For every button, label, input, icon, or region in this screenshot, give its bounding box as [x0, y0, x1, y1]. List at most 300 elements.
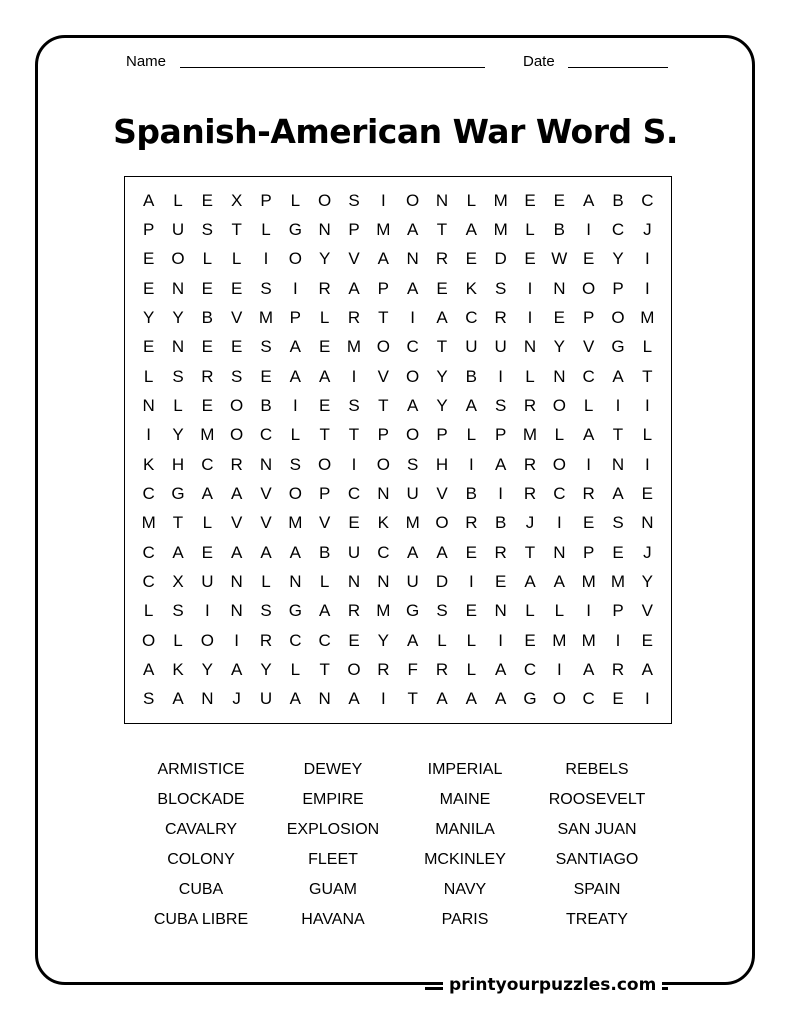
- grid-letter[interactable]: L: [642, 337, 653, 357]
- grid-letter[interactable]: N: [435, 190, 449, 210]
- grid-letter[interactable]: O: [376, 454, 390, 474]
- grid-letter[interactable]: N: [641, 513, 654, 533]
- grid-letter[interactable]: A: [436, 307, 448, 327]
- grid-letter[interactable]: S: [289, 454, 301, 474]
- grid-letter[interactable]: H: [435, 454, 449, 474]
- grid-letter[interactable]: E: [641, 630, 653, 650]
- grid-letter[interactable]: I: [586, 454, 592, 474]
- grid-letter[interactable]: V: [260, 483, 272, 503]
- grid-letter[interactable]: S: [348, 190, 360, 210]
- grid-letter[interactable]: E: [348, 630, 360, 650]
- grid-letter[interactable]: N: [494, 601, 507, 621]
- grid-letter[interactable]: A: [582, 425, 595, 445]
- grid-letter[interactable]: A: [377, 249, 389, 269]
- grid-letter[interactable]: C: [318, 630, 331, 650]
- grid-letter[interactable]: N: [553, 366, 566, 386]
- grid-letter[interactable]: O: [376, 337, 390, 357]
- grid-letter[interactable]: E: [201, 278, 213, 298]
- grid-letter[interactable]: M: [376, 219, 391, 239]
- grid-letter[interactable]: I: [204, 601, 210, 621]
- grid-letter[interactable]: A: [612, 483, 624, 503]
- grid-letter[interactable]: I: [586, 219, 592, 239]
- grid-letter[interactable]: L: [525, 601, 535, 621]
- grid-letter[interactable]: E: [142, 249, 155, 269]
- grid-letter[interactable]: V: [436, 483, 448, 503]
- grid-letter[interactable]: E: [318, 395, 331, 415]
- grid-letter[interactable]: I: [380, 689, 386, 709]
- grid-letter[interactable]: S: [172, 601, 184, 621]
- grid-letter[interactable]: A: [289, 689, 301, 709]
- grid-letter[interactable]: T: [348, 425, 360, 445]
- grid-letter[interactable]: A: [406, 278, 419, 298]
- grid-letter[interactable]: A: [260, 542, 272, 562]
- grid-letter[interactable]: J: [643, 219, 652, 239]
- grid-letter[interactable]: K: [465, 278, 477, 298]
- grid-letter[interactable]: R: [318, 278, 331, 298]
- grid-letter[interactable]: G: [523, 689, 537, 709]
- grid-letter[interactable]: I: [586, 601, 592, 621]
- grid-letter[interactable]: N: [377, 483, 390, 503]
- grid-letter[interactable]: O: [230, 425, 244, 445]
- grid-letter[interactable]: M: [288, 513, 303, 533]
- grid-letter[interactable]: A: [465, 395, 477, 415]
- grid-letter[interactable]: D: [435, 571, 449, 591]
- grid-letter[interactable]: N: [553, 542, 566, 562]
- grid-letter[interactable]: Y: [172, 307, 184, 327]
- grid-letter[interactable]: A: [582, 190, 595, 210]
- name-field[interactable]: [180, 67, 485, 68]
- grid-letter[interactable]: A: [348, 689, 360, 709]
- grid-letter[interactable]: Y: [641, 571, 653, 591]
- grid-letter[interactable]: P: [260, 190, 272, 210]
- grid-letter[interactable]: L: [173, 630, 183, 650]
- grid-letter[interactable]: S: [142, 689, 155, 709]
- grid-letter[interactable]: C: [611, 219, 625, 239]
- grid-letter[interactable]: S: [172, 366, 184, 386]
- grid-letter[interactable]: R: [201, 366, 214, 386]
- grid-letter[interactable]: E: [582, 513, 595, 533]
- grid-letter[interactable]: Y: [436, 366, 448, 386]
- grid-letter[interactable]: M: [552, 630, 567, 650]
- grid-letter[interactable]: A: [582, 659, 595, 679]
- grid-letter[interactable]: A: [465, 219, 477, 239]
- grid-letter[interactable]: I: [351, 366, 357, 386]
- grid-letter[interactable]: A: [318, 601, 331, 621]
- grid-letter[interactable]: N: [259, 454, 273, 474]
- grid-letter[interactable]: N: [377, 571, 390, 591]
- grid-letter[interactable]: V: [582, 337, 595, 357]
- grid-letter[interactable]: P: [377, 425, 389, 445]
- grid-letter[interactable]: F: [407, 659, 418, 679]
- grid-letter[interactable]: P: [377, 278, 389, 298]
- grid-letter[interactable]: E: [142, 278, 155, 298]
- grid-letter[interactable]: Y: [612, 249, 624, 269]
- grid-letter[interactable]: R: [347, 307, 361, 327]
- grid-letter[interactable]: A: [201, 483, 213, 503]
- grid-letter[interactable]: L: [466, 630, 477, 650]
- grid-letter[interactable]: I: [644, 395, 650, 415]
- grid-letter[interactable]: L: [261, 571, 271, 591]
- grid-letter[interactable]: P: [612, 278, 624, 298]
- grid-letter[interactable]: Y: [377, 630, 389, 650]
- grid-letter[interactable]: S: [201, 219, 213, 239]
- grid-letter[interactable]: N: [201, 689, 214, 709]
- grid-letter[interactable]: P: [348, 219, 360, 239]
- grid-letter[interactable]: R: [582, 483, 595, 503]
- grid-letter[interactable]: A: [172, 689, 184, 709]
- grid-letter[interactable]: C: [201, 454, 214, 474]
- grid-letter[interactable]: V: [318, 513, 331, 533]
- grid-letter[interactable]: G: [611, 337, 625, 357]
- grid-letter[interactable]: C: [641, 190, 654, 210]
- grid-letter[interactable]: I: [498, 630, 504, 650]
- grid-letter[interactable]: V: [348, 249, 360, 269]
- grid-letter[interactable]: E: [260, 366, 272, 386]
- grid-letter[interactable]: I: [644, 454, 650, 474]
- grid-letter[interactable]: B: [465, 366, 477, 386]
- grid-letter[interactable]: O: [552, 395, 566, 415]
- grid-letter[interactable]: E: [201, 337, 213, 357]
- grid-letter[interactable]: A: [553, 571, 565, 591]
- grid-letter[interactable]: E: [553, 307, 565, 327]
- grid-letter[interactable]: I: [644, 249, 650, 269]
- grid-letter[interactable]: M: [141, 513, 156, 533]
- grid-letter[interactable]: R: [435, 659, 449, 679]
- grid-letter[interactable]: B: [494, 513, 507, 533]
- grid-letter[interactable]: I: [234, 630, 240, 650]
- grid-letter[interactable]: A: [612, 366, 624, 386]
- grid-letter[interactable]: J: [232, 689, 241, 709]
- grid-letter[interactable]: V: [641, 601, 653, 621]
- grid-letter[interactable]: A: [406, 630, 419, 650]
- grid-letter[interactable]: J: [525, 513, 535, 533]
- grid-letter[interactable]: U: [347, 542, 361, 562]
- grid-letter[interactable]: I: [615, 395, 621, 415]
- grid-letter[interactable]: I: [351, 454, 357, 474]
- grid-letter[interactable]: L: [290, 425, 301, 445]
- grid-letter[interactable]: U: [171, 219, 185, 239]
- grid-letter[interactable]: T: [231, 219, 242, 239]
- grid-letter[interactable]: L: [143, 601, 154, 621]
- grid-letter[interactable]: L: [466, 659, 477, 679]
- grid-letter[interactable]: O: [318, 190, 332, 210]
- grid-letter[interactable]: A: [289, 542, 301, 562]
- grid-letter[interactable]: R: [494, 542, 507, 562]
- grid-letter[interactable]: L: [290, 190, 301, 210]
- grid-letter[interactable]: S: [260, 337, 272, 357]
- grid-letter[interactable]: E: [612, 689, 624, 709]
- grid-letter[interactable]: O: [200, 630, 214, 650]
- grid-letter[interactable]: R: [230, 454, 243, 474]
- grid-letter[interactable]: L: [642, 425, 653, 445]
- grid-letter[interactable]: U: [406, 571, 419, 591]
- grid-letter[interactable]: B: [612, 190, 624, 210]
- grid-letter[interactable]: U: [494, 337, 507, 357]
- grid-letter[interactable]: R: [494, 307, 507, 327]
- grid-letter[interactable]: E: [524, 249, 536, 269]
- grid-letter[interactable]: I: [263, 249, 269, 269]
- grid-letter[interactable]: L: [466, 425, 477, 445]
- grid-letter[interactable]: E: [230, 278, 243, 298]
- grid-letter[interactable]: O: [582, 278, 596, 298]
- grid-letter[interactable]: I: [644, 278, 650, 298]
- grid-letter[interactable]: R: [523, 395, 537, 415]
- grid-letter[interactable]: L: [525, 219, 535, 239]
- grid-letter[interactable]: N: [142, 395, 155, 415]
- grid-letter[interactable]: A: [641, 659, 653, 679]
- grid-letter[interactable]: A: [406, 395, 419, 415]
- grid-letter[interactable]: A: [142, 190, 155, 210]
- grid-letter[interactable]: S: [406, 454, 419, 474]
- grid-letter[interactable]: W: [551, 249, 568, 269]
- grid-letter[interactable]: P: [582, 542, 595, 562]
- grid-letter[interactable]: E: [641, 483, 653, 503]
- grid-letter[interactable]: T: [319, 425, 330, 445]
- grid-letter[interactable]: N: [553, 278, 566, 298]
- grid-letter[interactable]: I: [410, 307, 416, 327]
- grid-letter[interactable]: E: [201, 542, 213, 562]
- grid-letter[interactable]: R: [523, 483, 537, 503]
- grid-letter[interactable]: T: [436, 337, 448, 357]
- grid-letter[interactable]: I: [556, 513, 562, 533]
- grid-letter[interactable]: R: [347, 601, 361, 621]
- grid-letter[interactable]: M: [581, 571, 596, 591]
- grid-letter[interactable]: M: [581, 630, 596, 650]
- grid-letter[interactable]: O: [552, 454, 566, 474]
- grid-letter[interactable]: H: [171, 454, 185, 474]
- grid-letter[interactable]: R: [377, 659, 390, 679]
- grid-letter[interactable]: L: [202, 249, 213, 269]
- grid-letter[interactable]: C: [406, 337, 419, 357]
- grid-letter[interactable]: S: [230, 366, 243, 386]
- grid-letter[interactable]: E: [465, 542, 477, 562]
- grid-letter[interactable]: B: [465, 483, 477, 503]
- grid-letter[interactable]: L: [173, 190, 183, 210]
- grid-letter[interactable]: D: [494, 249, 507, 269]
- grid-letter[interactable]: A: [406, 542, 419, 562]
- grid-letter[interactable]: I: [292, 395, 298, 415]
- grid-letter[interactable]: S: [348, 395, 360, 415]
- grid-letter[interactable]: B: [553, 219, 565, 239]
- grid-letter[interactable]: E: [582, 249, 595, 269]
- grid-letter[interactable]: E: [318, 337, 331, 357]
- grid-letter[interactable]: O: [347, 659, 361, 679]
- grid-letter[interactable]: Y: [553, 337, 565, 357]
- grid-letter[interactable]: C: [465, 307, 478, 327]
- grid-letter[interactable]: T: [436, 219, 448, 239]
- grid-letter[interactable]: A: [494, 659, 507, 679]
- grid-letter[interactable]: G: [406, 601, 420, 621]
- grid-letter[interactable]: I: [292, 278, 298, 298]
- grid-letter[interactable]: C: [582, 689, 595, 709]
- grid-letter[interactable]: A: [172, 542, 184, 562]
- grid-letter[interactable]: T: [642, 366, 653, 386]
- grid-letter[interactable]: M: [200, 425, 215, 445]
- grid-letter[interactable]: N: [230, 571, 243, 591]
- grid-letter[interactable]: I: [556, 659, 562, 679]
- grid-letter[interactable]: U: [259, 689, 273, 709]
- grid-letter[interactable]: I: [380, 190, 386, 210]
- grid-letter[interactable]: S: [260, 278, 272, 298]
- grid-letter[interactable]: I: [498, 366, 504, 386]
- grid-letter[interactable]: A: [230, 542, 243, 562]
- grid-letter[interactable]: Y: [318, 249, 331, 269]
- grid-letter[interactable]: Y: [260, 659, 272, 679]
- grid-letter[interactable]: P: [436, 425, 448, 445]
- grid-letter[interactable]: I: [527, 278, 533, 298]
- grid-letter[interactable]: T: [407, 689, 418, 709]
- grid-letter[interactable]: A: [524, 571, 536, 591]
- grid-letter[interactable]: P: [318, 483, 331, 503]
- grid-letter[interactable]: L: [319, 571, 330, 591]
- grid-letter[interactable]: L: [319, 307, 330, 327]
- grid-letter[interactable]: O: [171, 249, 185, 269]
- grid-letter[interactable]: E: [465, 249, 477, 269]
- grid-letter[interactable]: N: [406, 249, 419, 269]
- grid-letter[interactable]: L: [554, 601, 565, 621]
- grid-letter[interactable]: T: [319, 659, 330, 679]
- grid-letter[interactable]: S: [436, 601, 448, 621]
- grid-letter[interactable]: N: [318, 219, 331, 239]
- grid-letter[interactable]: O: [288, 483, 302, 503]
- grid-letter[interactable]: E: [553, 190, 565, 210]
- grid-letter[interactable]: G: [288, 601, 302, 621]
- grid-letter[interactable]: O: [611, 307, 625, 327]
- grid-letter[interactable]: T: [378, 307, 389, 327]
- grid-letter[interactable]: R: [465, 513, 478, 533]
- grid-letter[interactable]: O: [288, 249, 302, 269]
- grid-letter[interactable]: C: [347, 483, 361, 503]
- grid-letter[interactable]: I: [468, 454, 474, 474]
- grid-letter[interactable]: N: [171, 337, 185, 357]
- grid-letter[interactable]: N: [347, 571, 361, 591]
- grid-letter[interactable]: A: [406, 219, 419, 239]
- grid-letter[interactable]: C: [259, 425, 273, 445]
- grid-letter[interactable]: P: [494, 425, 507, 445]
- grid-letter[interactable]: J: [643, 542, 652, 562]
- grid-letter[interactable]: N: [611, 454, 625, 474]
- grid-letter[interactable]: M: [346, 337, 362, 357]
- grid-letter[interactable]: C: [377, 542, 390, 562]
- grid-letter[interactable]: C: [582, 366, 595, 386]
- grid-letter[interactable]: U: [406, 483, 419, 503]
- grid-letter[interactable]: K: [377, 513, 389, 533]
- grid-letter[interactable]: V: [260, 513, 272, 533]
- grid-letter[interactable]: I: [527, 307, 533, 327]
- grid-letter[interactable]: M: [522, 425, 538, 445]
- grid-letter[interactable]: O: [406, 190, 420, 210]
- grid-letter[interactable]: N: [289, 571, 302, 591]
- grid-letter[interactable]: A: [289, 337, 301, 357]
- grid-letter[interactable]: K: [172, 659, 184, 679]
- grid-letter[interactable]: I: [468, 571, 474, 591]
- grid-letter[interactable]: O: [230, 395, 244, 415]
- grid-letter[interactable]: X: [172, 571, 184, 591]
- grid-letter[interactable]: A: [436, 689, 448, 709]
- grid-letter[interactable]: C: [142, 483, 155, 503]
- grid-letter[interactable]: O: [552, 689, 566, 709]
- grid-letter[interactable]: O: [406, 425, 420, 445]
- grid-letter[interactable]: P: [582, 307, 595, 327]
- grid-letter[interactable]: V: [230, 513, 243, 533]
- grid-letter[interactable]: O: [318, 454, 332, 474]
- grid-letter[interactable]: C: [289, 630, 302, 650]
- grid-letter[interactable]: B: [260, 395, 272, 415]
- grid-letter[interactable]: P: [612, 601, 624, 621]
- grid-letter[interactable]: S: [494, 395, 507, 415]
- grid-letter[interactable]: M: [640, 307, 655, 327]
- grid-letter[interactable]: A: [494, 689, 507, 709]
- grid-letter[interactable]: A: [142, 659, 155, 679]
- grid-letter[interactable]: L: [173, 395, 183, 415]
- grid-letter[interactable]: O: [435, 513, 449, 533]
- grid-letter[interactable]: I: [644, 689, 650, 709]
- grid-letter[interactable]: C: [523, 659, 537, 679]
- grid-letter[interactable]: T: [612, 425, 624, 445]
- grid-letter[interactable]: M: [376, 601, 391, 621]
- grid-letter[interactable]: A: [230, 483, 243, 503]
- grid-letter[interactable]: N: [171, 278, 185, 298]
- grid-letter[interactable]: U: [201, 571, 214, 591]
- grid-letter[interactable]: M: [610, 571, 626, 591]
- grid-letter[interactable]: S: [494, 278, 507, 298]
- grid-letter[interactable]: N: [318, 689, 331, 709]
- grid-letter[interactable]: S: [260, 601, 272, 621]
- grid-letter[interactable]: C: [142, 542, 155, 562]
- grid-letter[interactable]: E: [465, 601, 477, 621]
- grid-letter[interactable]: Y: [201, 659, 213, 679]
- grid-letter[interactable]: M: [493, 190, 508, 210]
- grid-letter[interactable]: V: [377, 366, 389, 386]
- grid-letter[interactable]: Y: [172, 425, 184, 445]
- grid-letter[interactable]: P: [142, 219, 155, 239]
- grid-letter[interactable]: C: [142, 571, 155, 591]
- grid-letter[interactable]: T: [172, 513, 184, 533]
- grid-letter[interactable]: G: [171, 483, 185, 503]
- grid-letter[interactable]: B: [318, 542, 331, 562]
- grid-letter[interactable]: A: [348, 278, 360, 298]
- grid-letter[interactable]: Y: [436, 395, 448, 415]
- grid-letter[interactable]: L: [554, 425, 565, 445]
- grid-letter[interactable]: I: [615, 630, 621, 650]
- grid-letter[interactable]: L: [290, 659, 301, 679]
- grid-letter[interactable]: E: [524, 190, 536, 210]
- grid-letter[interactable]: N: [230, 601, 243, 621]
- grid-letter[interactable]: R: [435, 249, 449, 269]
- grid-letter[interactable]: E: [436, 278, 448, 298]
- grid-letter[interactable]: L: [202, 513, 213, 533]
- grid-letter[interactable]: R: [523, 454, 537, 474]
- grid-letter[interactable]: A: [494, 454, 507, 474]
- grid-letter[interactable]: A: [436, 542, 448, 562]
- grid-letter[interactable]: L: [261, 219, 271, 239]
- grid-letter[interactable]: L: [525, 366, 535, 386]
- grid-letter[interactable]: T: [378, 395, 389, 415]
- grid-letter[interactable]: E: [524, 630, 536, 650]
- grid-letter[interactable]: A: [289, 366, 301, 386]
- grid-letter[interactable]: E: [201, 190, 213, 210]
- grid-letter[interactable]: T: [524, 542, 536, 562]
- grid-letter[interactable]: S: [612, 513, 624, 533]
- grid-letter[interactable]: U: [465, 337, 478, 357]
- grid-letter[interactable]: R: [259, 630, 273, 650]
- grid-letter[interactable]: L: [231, 249, 242, 269]
- grid-letter[interactable]: M: [258, 307, 274, 327]
- grid-letter[interactable]: K: [142, 454, 155, 474]
- grid-letter[interactable]: Y: [142, 307, 155, 327]
- grid-letter[interactable]: E: [348, 513, 360, 533]
- grid-letter[interactable]: O: [406, 366, 420, 386]
